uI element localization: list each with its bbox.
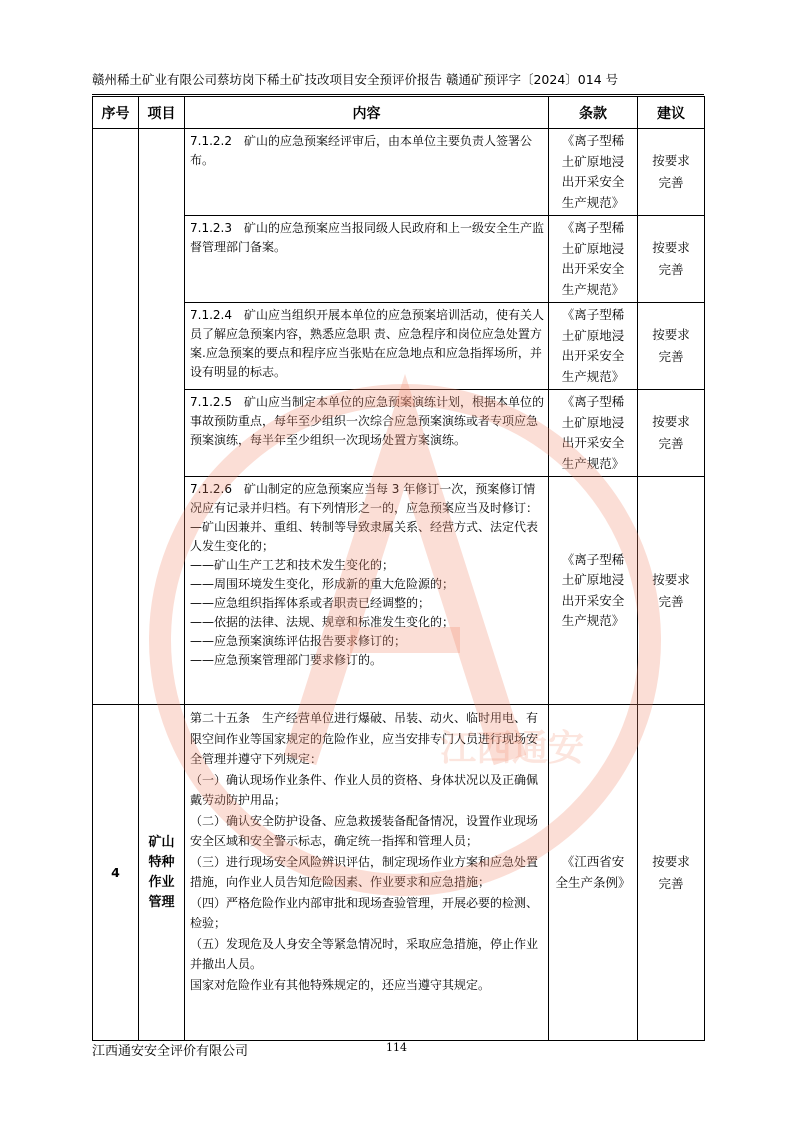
seq-cell (93, 129, 139, 705)
clause-line: 土矿原地浸 (561, 327, 625, 343)
content-cell (185, 477, 549, 705)
report-title: 赣州稀土矿业有限公司蔡坊岗下稀土矿技改项目安全预评价报告 赣通矿预评字〔2024〕014 号 (92, 72, 619, 87)
col-header-advice: 建议 (638, 97, 705, 129)
advice-line: 按要求 (652, 853, 690, 869)
content-paragraph: ——依据的法律、法规、规章和标准发生变化的； (190, 615, 455, 629)
content-paragraph: 7.1.2.4 矿山应当组织开展本单位的应急预案培训活动，使有关人员了解应急预案内容，熟悉应急职 责、应急程序和岗位应急处置方案.应急预案的要点和程序应当张贴在应急地点和应急指挥场所，并设有明显的标志。 (190, 308, 544, 379)
item-line: 作业 (148, 874, 175, 890)
seq-cell: 4 (93, 705, 139, 1041)
content-paragraph: （二）确认安全防护设备、应急救援装备配备情况，设置作业现场安全区域和安全警示标志，确定统一指挥和管理人员； (190, 813, 539, 848)
advice-cell (638, 303, 705, 390)
content-paragraph: 7.1.2.5 矿山应当制定本单位的应急预案演练计划，根据本单位的事故预防重点，每年至少组织一次综合应急预案演练或者专项应急预案演练，每半年至少组织一次现场处置方案演练。 (190, 395, 544, 447)
watermark-text: 江西通安 (440, 728, 585, 769)
clause-line: 《离子型稀 (561, 394, 625, 409)
clause-line: 生产规范》 (561, 455, 625, 471)
clause-line: 出开采安全 (561, 348, 625, 363)
clause-line: 土矿原地浸 (561, 572, 625, 587)
assessment-table (92, 96, 705, 1041)
content-paragraph: （三）进行现场安全风险辨识评估，制定现场作业方案和应急处置措施，向作业人员告知危险因素、作业要求和应急措施； (190, 854, 539, 889)
advice-line: 按要求 (652, 240, 690, 255)
table-row (93, 129, 705, 216)
content-cell (185, 390, 549, 477)
item-cell (139, 129, 185, 705)
advice-line: 完善 (658, 436, 684, 451)
clause-line: 出开采安全 (561, 261, 625, 276)
advice-line: 完善 (658, 593, 684, 609)
table-row (93, 477, 705, 705)
clause-line: 土矿原地浸 (561, 153, 625, 169)
content-cell (185, 216, 549, 303)
content-paragraph: —矿山因兼并、重组、转制等导致隶属关系、经营方式、法定代表人发生变化的； (190, 520, 539, 553)
content-paragraph: 7.1.2.3 矿山的应急预案应当报同级人民政府和上一级安全生产监督管理部门备案。 (190, 221, 544, 254)
clause-line: 《离子型稀 (561, 307, 625, 322)
clause-line: 出开采安全 (561, 435, 625, 450)
advice-line: 完善 (658, 175, 684, 190)
table-row (93, 303, 705, 390)
content-paragraph: 国家对危险作业有其他特殊规定的，还应当遵守其规定。 (190, 977, 491, 992)
footer-company: 江西通安安全评价有限公司 (92, 1044, 249, 1059)
clause-cell (549, 477, 638, 705)
advice-line: 完善 (658, 349, 684, 364)
content-paragraph: （四）严格危险作业内部审批和现场查验管理，开展必要的检测、检验； (190, 895, 539, 930)
advice-cell (638, 129, 705, 216)
col-header-clause: 条款 (549, 97, 638, 129)
table-row (93, 705, 705, 1041)
clause-line: 全生产条例》 (555, 874, 631, 890)
col-header-content: 内容 (185, 97, 549, 129)
table-row (93, 390, 705, 477)
content-paragraph: ——应急预案演练评估报告要求修订的； (190, 634, 407, 648)
clause-cell (549, 129, 638, 216)
content-paragraph: ——应急预案管理部门要求修订的。 (190, 653, 383, 667)
advice-line: 按要求 (652, 571, 690, 587)
clause-line: 生产规范》 (561, 194, 625, 210)
advice-line: 按要求 (652, 327, 690, 342)
advice-cell (638, 477, 705, 705)
table-row (93, 216, 705, 303)
clause-line: 生产规范》 (561, 281, 625, 297)
content-cell (185, 129, 549, 216)
content-paragraph: 7.1.2.2 矿山的应急预案经评审后，由本单位主要负责人签署公布。 (190, 134, 532, 167)
clause-line: 生产规范》 (561, 613, 625, 628)
content-paragraph: （五）发现危及人身安全等紧急情况时，采取应急措施，停止作业并撤出人员。 (190, 936, 539, 971)
clause-line: 《江西省安 (561, 854, 625, 869)
content-paragraph: （一）确认现场作业条件、作业人员的资格、身体状况以及正确佩戴劳动防护用品； (190, 772, 539, 807)
clause-line: 《离子型稀 (561, 220, 625, 235)
clause-cell (549, 390, 638, 477)
page-number: 114 (386, 1041, 407, 1054)
clause-line: 出开采安全 (561, 174, 625, 189)
clause-line: 《离子型稀 (561, 551, 625, 567)
content-paragraph: ——周围环境发生变化，形成新的重大危险源的； (190, 577, 455, 591)
clause-line: 出开采安全 (561, 592, 625, 608)
page-header (92, 70, 704, 95)
content-paragraph: 第二十五条 生产经营单位进行爆破、吊装、动火、临时用电、有限空间作业等国家规定的危险作业，应当安排专门人员进行现场安全管理并遵守下列规定： (190, 711, 539, 766)
col-header-item: 项目 (139, 97, 185, 129)
col-header-seq: 序号 (93, 97, 139, 129)
clause-line: 生产规范》 (561, 368, 625, 384)
clause-line: 土矿原地浸 (561, 240, 625, 256)
content-paragraph: ——应急组织指挥体系或者职责已经调整的； (190, 596, 431, 610)
advice-cell (638, 216, 705, 303)
advice-cell (638, 705, 705, 1041)
advice-line: 按要求 (652, 414, 690, 429)
advice-cell (638, 390, 705, 477)
advice-line: 完善 (658, 875, 684, 891)
clause-cell (549, 216, 638, 303)
content-cell (185, 705, 549, 1041)
item-line: 特种 (148, 854, 175, 870)
content-cell (185, 303, 549, 390)
advice-line: 按要求 (652, 153, 690, 168)
item-cell (139, 705, 185, 1041)
item-line: 矿山 (148, 834, 175, 850)
clause-cell (549, 705, 638, 1041)
content-paragraph: ——矿山生产工艺和技术发生变化的； (190, 558, 395, 572)
clause-cell (549, 303, 638, 390)
content-paragraph: 7.1.2.6 矿山制定的应急预案应当每 3 年修订一次，预案修订情况应有记录并归档。有下列情形之一的，应急预案应当及时修订： (190, 482, 539, 515)
clause-line: 《离子型稀 (561, 133, 625, 148)
table-header-row (93, 97, 705, 129)
item-line: 管理 (148, 894, 175, 910)
advice-line: 完善 (658, 262, 684, 277)
clause-line: 土矿原地浸 (561, 414, 625, 430)
